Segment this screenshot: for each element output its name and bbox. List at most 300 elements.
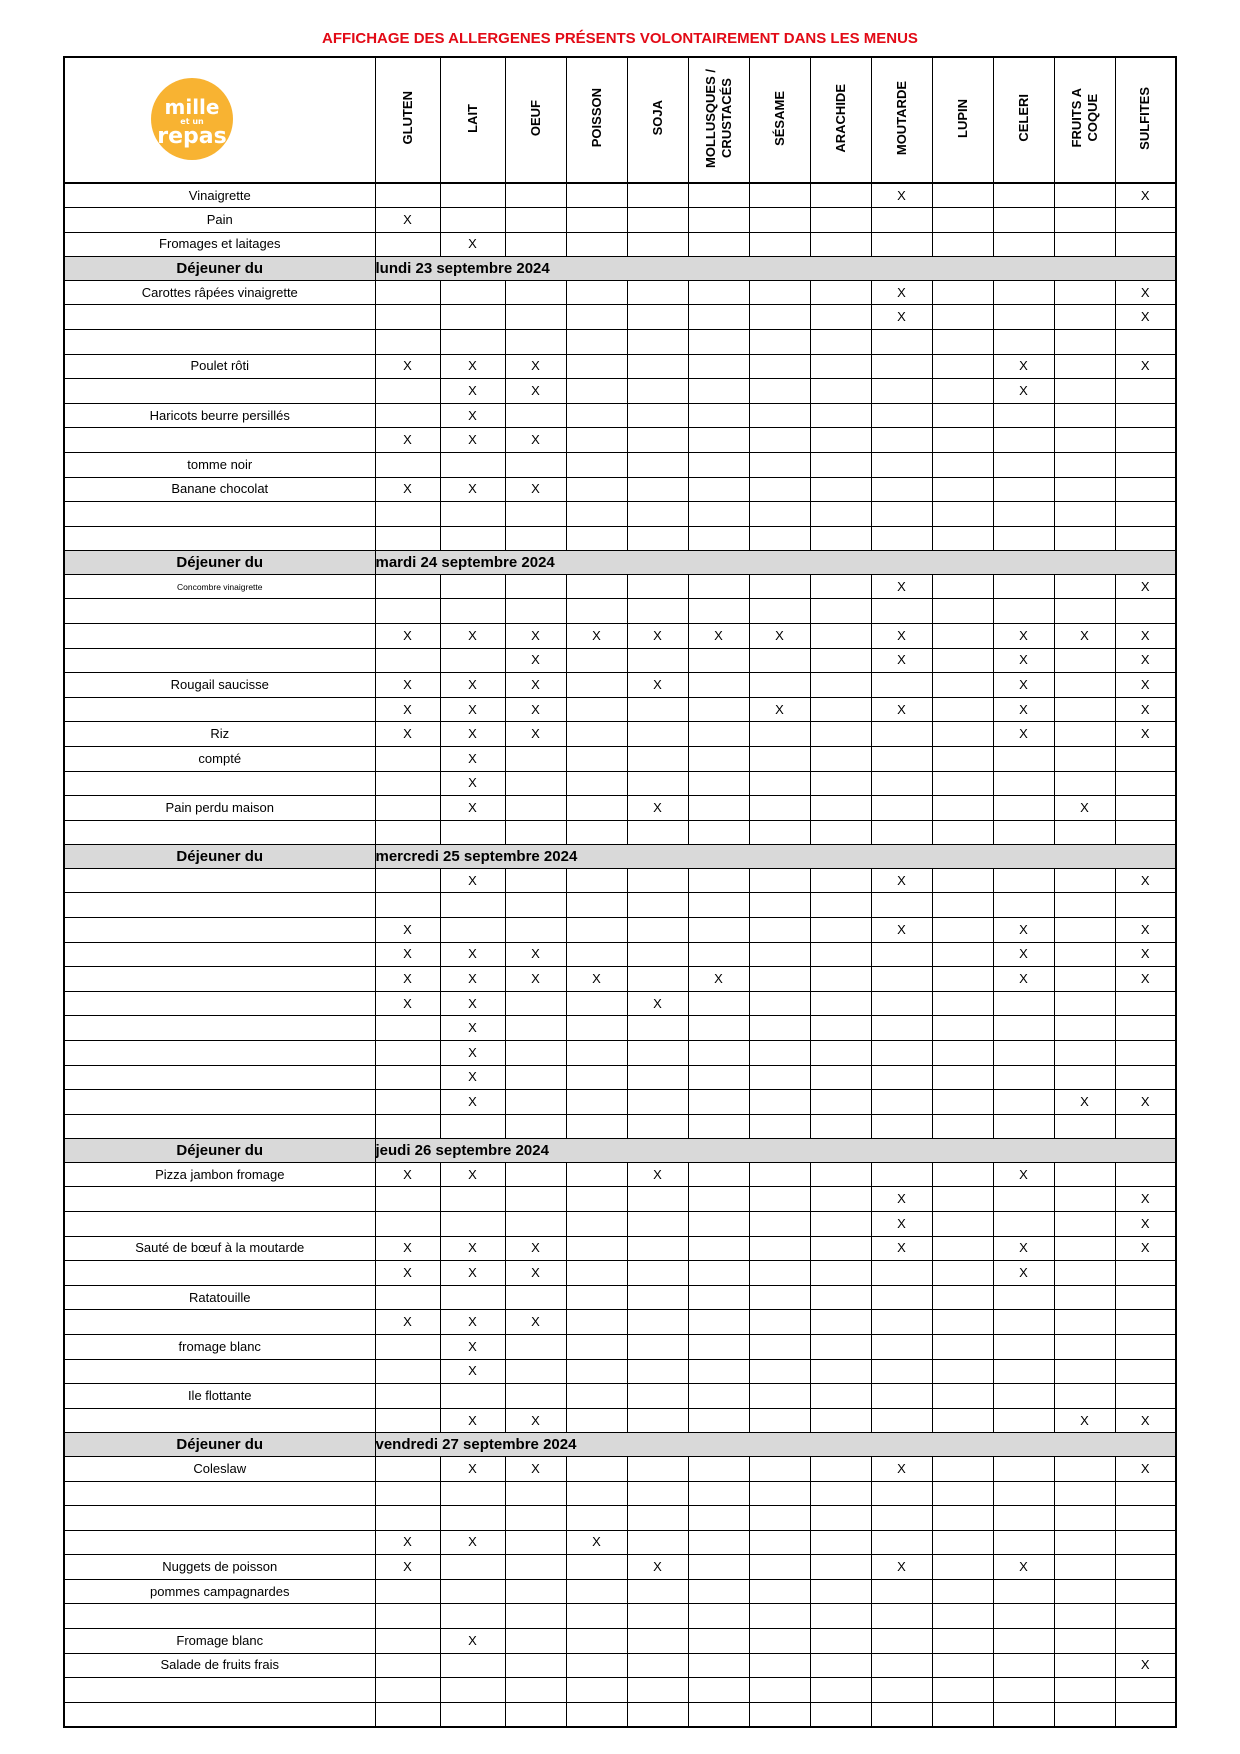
allergen-mark-lait <box>440 1114 505 1139</box>
menu-row <box>64 526 1176 551</box>
allergen-mark-poisson <box>566 1579 627 1604</box>
allergen-mark-mollusques-crustaces <box>688 1629 749 1654</box>
allergen-mark-mollusques-crustaces <box>688 648 749 673</box>
allergen-header-text <box>465 104 481 133</box>
allergen-mark-lupin <box>932 428 993 453</box>
allergen-mark-lait <box>440 305 505 330</box>
allergen-header-gluten <box>375 57 440 183</box>
allergen-mark-sesame <box>749 771 810 796</box>
allergen-mark-arachide <box>810 1530 871 1555</box>
allergen-mark-sulfites <box>1115 1702 1176 1727</box>
allergen-mark-celeri: X <box>993 1236 1054 1261</box>
allergen-mark-arachide <box>810 599 871 624</box>
allergen-mark-fruits-a-coque: X <box>1054 624 1115 649</box>
menu-item-label <box>64 1016 375 1041</box>
allergen-mark-gluten <box>375 1408 440 1433</box>
allergen-mark-lait: X <box>440 403 505 428</box>
allergen-mark-soja <box>627 1065 688 1090</box>
allergen-mark-lupin <box>932 1530 993 1555</box>
allergen-mark-lait <box>440 918 505 943</box>
allergen-header-line: CELERI <box>1015 94 1031 142</box>
allergen-mark-fruits-a-coque <box>1054 991 1115 1016</box>
allergen-mark-gluten <box>375 183 440 208</box>
allergen-mark-sulfites <box>1115 991 1176 1016</box>
allergen-mark-poisson <box>566 477 627 502</box>
allergen-mark-sulfites <box>1115 1506 1176 1531</box>
allergen-mark-mollusques-crustaces <box>688 746 749 771</box>
allergen-mark-sesame <box>749 673 810 698</box>
allergen-mark-gluten: X <box>375 208 440 233</box>
allergen-mark-soja <box>627 942 688 967</box>
allergen-mark-sulfites: X <box>1115 1212 1176 1237</box>
allergen-mark-sulfites <box>1115 1481 1176 1506</box>
allergen-mark-moutarde <box>871 1041 932 1066</box>
allergen-mark-lait <box>440 329 505 354</box>
allergen-mark-mollusques-crustaces <box>688 1481 749 1506</box>
allergen-mark-sulfites: X <box>1115 1653 1176 1678</box>
menu-item-label: Poulet rôti <box>64 354 375 379</box>
allergen-mark-gluten: X <box>375 673 440 698</box>
allergen-mark-lait: X <box>440 746 505 771</box>
allergen-mark-sesame <box>749 208 810 233</box>
allergen-mark-fruits-a-coque <box>1054 1530 1115 1555</box>
allergen-mark-oeuf <box>505 1384 566 1409</box>
allergen-mark-lupin <box>932 1335 993 1360</box>
allergen-mark-mollusques-crustaces <box>688 1261 749 1286</box>
allergen-mark-moutarde <box>871 1114 932 1139</box>
menu-item-label <box>64 379 375 404</box>
allergen-mark-moutarde <box>871 991 932 1016</box>
allergen-mark-sulfites: X <box>1115 697 1176 722</box>
menu-item-label: Salade de fruits frais <box>64 1653 375 1678</box>
allergen-mark-fruits-a-coque <box>1054 574 1115 599</box>
allergen-mark-soja <box>627 428 688 453</box>
menu-item-label: Pain <box>64 208 375 233</box>
menu-row <box>64 354 1176 379</box>
allergen-mark-soja <box>627 379 688 404</box>
menu-item-label: Pizza jambon fromage <box>64 1162 375 1187</box>
allergen-mark-lupin <box>932 1162 993 1187</box>
allergen-mark-sesame <box>749 918 810 943</box>
allergen-mark-soja <box>627 305 688 330</box>
day-heading: Déjeuner du <box>64 1139 375 1163</box>
menu-row <box>64 1114 1176 1139</box>
allergen-mark-lupin <box>932 1261 993 1286</box>
day-date: lundi 23 septembre 2024 <box>375 257 1176 281</box>
allergen-mark-mollusques-crustaces <box>688 796 749 821</box>
allergen-header-line: ARACHIDE <box>832 83 848 153</box>
allergen-mark-poisson <box>566 502 627 527</box>
allergen-mark-sesame <box>749 232 810 257</box>
allergen-mark-moutarde <box>871 1162 932 1187</box>
allergen-mark-moutarde <box>871 820 932 845</box>
allergen-mark-fruits-a-coque <box>1054 722 1115 747</box>
allergen-mark-sulfites <box>1115 771 1176 796</box>
allergen-mark-sulfites: X <box>1115 183 1176 208</box>
allergen-mark-mollusques-crustaces <box>688 329 749 354</box>
allergen-mark-soja <box>627 574 688 599</box>
allergen-mark-fruits-a-coque <box>1054 1041 1115 1066</box>
allergen-mark-fruits-a-coque <box>1054 1114 1115 1139</box>
allergen-mark-fruits-a-coque <box>1054 1236 1115 1261</box>
allergen-mark-moutarde <box>871 673 932 698</box>
allergen-mark-lupin <box>932 232 993 257</box>
allergen-mark-soja <box>627 599 688 624</box>
allergen-mark-oeuf <box>505 771 566 796</box>
allergen-mark-lupin <box>932 1678 993 1703</box>
allergen-mark-poisson <box>566 820 627 845</box>
allergen-header-line: OEUF <box>527 99 543 137</box>
allergen-mark-lait <box>440 574 505 599</box>
allergen-mark-moutarde <box>871 1506 932 1531</box>
allergen-mark-lupin <box>932 942 993 967</box>
allergen-mark-sulfites: X <box>1115 1456 1176 1481</box>
allergen-mark-lupin <box>932 868 993 893</box>
allergen-mark-fruits-a-coque <box>1054 673 1115 698</box>
allergen-mark-moutarde: X <box>871 1555 932 1580</box>
allergen-mark-mollusques-crustaces <box>688 991 749 1016</box>
allergen-mark-sulfites <box>1115 1384 1176 1409</box>
allergen-mark-oeuf: X <box>505 428 566 453</box>
allergen-mark-mollusques-crustaces: X <box>688 967 749 992</box>
allergen-mark-arachide <box>810 1285 871 1310</box>
menu-item-label: Concombre vinaigrette <box>64 574 375 599</box>
allergen-mark-poisson <box>566 1285 627 1310</box>
allergen-mark-sesame <box>749 1408 810 1433</box>
allergen-mark-sesame <box>749 1604 810 1629</box>
allergen-mark-fruits-a-coque <box>1054 1187 1115 1212</box>
day-header-row <box>64 1433 1176 1457</box>
day-heading: Déjeuner du <box>64 551 375 575</box>
allergen-mark-soja <box>627 918 688 943</box>
allergen-mark-celeri: X <box>993 1555 1054 1580</box>
allergen-mark-arachide <box>810 183 871 208</box>
allergen-mark-gluten <box>375 1604 440 1629</box>
allergen-mark-arachide <box>810 918 871 943</box>
allergen-mark-mollusques-crustaces <box>688 673 749 698</box>
menu-item-label <box>64 967 375 992</box>
allergen-mark-soja <box>627 697 688 722</box>
allergen-mark-sesame <box>749 1016 810 1041</box>
allergen-mark-oeuf <box>505 329 566 354</box>
allergen-mark-soja <box>627 1702 688 1727</box>
allergen-mark-mollusques-crustaces <box>688 305 749 330</box>
allergen-mark-sesame <box>749 796 810 821</box>
allergen-mark-arachide <box>810 796 871 821</box>
allergen-mark-soja <box>627 1506 688 1531</box>
allergen-mark-soja <box>627 1530 688 1555</box>
allergen-mark-moutarde <box>871 1653 932 1678</box>
allergen-mark-sulfites <box>1115 796 1176 821</box>
allergen-mark-moutarde <box>871 771 932 796</box>
allergen-mark-gluten <box>375 305 440 330</box>
allergen-mark-oeuf: X <box>505 673 566 698</box>
allergen-mark-celeri: X <box>993 1162 1054 1187</box>
allergen-mark-oeuf <box>505 796 566 821</box>
allergen-mark-gluten <box>375 329 440 354</box>
allergen-mark-poisson <box>566 771 627 796</box>
allergen-mark-sesame <box>749 1114 810 1139</box>
allergen-mark-celeri <box>993 1310 1054 1335</box>
allergen-mark-mollusques-crustaces <box>688 599 749 624</box>
allergen-mark-soja <box>627 1016 688 1041</box>
allergen-mark-fruits-a-coque <box>1054 1481 1115 1506</box>
allergen-mark-lupin <box>932 1555 993 1580</box>
allergen-mark-sesame <box>749 868 810 893</box>
allergen-mark-soja <box>627 280 688 305</box>
allergen-mark-fruits-a-coque <box>1054 942 1115 967</box>
allergen-mark-mollusques-crustaces <box>688 1359 749 1384</box>
allergen-mark-moutarde <box>871 428 932 453</box>
allergen-mark-fruits-a-coque <box>1054 1678 1115 1703</box>
allergen-mark-moutarde <box>871 502 932 527</box>
menu-row <box>64 1236 1176 1261</box>
menu-row <box>64 1065 1176 1090</box>
allergen-mark-arachide <box>810 893 871 918</box>
allergen-mark-moutarde <box>871 1604 932 1629</box>
allergen-mark-celeri <box>993 599 1054 624</box>
allergen-mark-poisson <box>566 379 627 404</box>
allergen-mark-oeuf <box>505 1604 566 1629</box>
menu-row <box>64 967 1176 992</box>
allergen-mark-poisson <box>566 1555 627 1580</box>
allergen-mark-moutarde <box>871 1678 932 1703</box>
allergen-mark-sesame <box>749 1653 810 1678</box>
allergen-mark-arachide <box>810 991 871 1016</box>
allergen-mark-moutarde <box>871 967 932 992</box>
allergen-mark-lait <box>440 1653 505 1678</box>
allergen-mark-lupin <box>932 746 993 771</box>
allergen-mark-poisson: X <box>566 624 627 649</box>
menu-row <box>64 1041 1176 1066</box>
allergen-mark-celeri: X <box>993 722 1054 747</box>
allergen-mark-moutarde <box>871 1408 932 1433</box>
menu-item-label <box>64 428 375 453</box>
allergen-mark-celeri <box>993 1481 1054 1506</box>
allergen-mark-lait: X <box>440 1530 505 1555</box>
allergen-mark-celeri <box>993 820 1054 845</box>
allergen-mark-mollusques-crustaces <box>688 208 749 233</box>
allergen-mark-sulfites <box>1115 1310 1176 1335</box>
allergen-mark-celeri: X <box>993 918 1054 943</box>
allergen-mark-arachide <box>810 868 871 893</box>
allergen-mark-celeri <box>993 502 1054 527</box>
menu-row <box>64 771 1176 796</box>
allergen-mark-fruits-a-coque <box>1054 232 1115 257</box>
allergen-mark-oeuf: X <box>505 477 566 502</box>
allergen-mark-celeri <box>993 208 1054 233</box>
allergen-mark-poisson <box>566 208 627 233</box>
allergen-mark-fruits-a-coque <box>1054 1702 1115 1727</box>
allergen-mark-gluten <box>375 1506 440 1531</box>
allergen-mark-arachide <box>810 942 871 967</box>
allergen-mark-gluten: X <box>375 354 440 379</box>
allergen-mark-oeuf <box>505 1041 566 1066</box>
allergen-mark-arachide <box>810 746 871 771</box>
allergen-mark-gluten <box>375 1481 440 1506</box>
allergen-mark-oeuf <box>505 599 566 624</box>
menu-row <box>64 893 1176 918</box>
allergen-mark-celeri: X <box>993 673 1054 698</box>
allergen-mark-oeuf <box>505 868 566 893</box>
menu-item-label <box>64 1212 375 1237</box>
allergen-mark-poisson <box>566 722 627 747</box>
allergen-mark-mollusques-crustaces <box>688 379 749 404</box>
allergen-mark-sulfites <box>1115 1579 1176 1604</box>
allergen-mark-sesame <box>749 1065 810 1090</box>
allergen-mark-gluten <box>375 1456 440 1481</box>
allergen-mark-mollusques-crustaces <box>688 428 749 453</box>
allergen-mark-poisson <box>566 1310 627 1335</box>
allergen-mark-poisson <box>566 232 627 257</box>
allergen-mark-celeri <box>993 1335 1054 1360</box>
allergen-mark-mollusques-crustaces <box>688 697 749 722</box>
allergen-mark-soja <box>627 354 688 379</box>
allergen-mark-sesame <box>749 452 810 477</box>
menu-item-label <box>64 991 375 1016</box>
allergen-mark-poisson <box>566 697 627 722</box>
allergen-mark-sesame <box>749 354 810 379</box>
allergen-mark-poisson <box>566 868 627 893</box>
allergen-mark-soja <box>627 1653 688 1678</box>
menu-row <box>64 1506 1176 1531</box>
allergen-mark-lait: X <box>440 1041 505 1066</box>
logo-text-top: mille <box>164 95 220 119</box>
allergen-mark-celeri: X <box>993 942 1054 967</box>
allergen-mark-moutarde <box>871 599 932 624</box>
allergen-mark-gluten <box>375 403 440 428</box>
allergen-mark-soja <box>627 1579 688 1604</box>
allergen-mark-celeri <box>993 1114 1054 1139</box>
allergen-mark-arachide <box>810 673 871 698</box>
allergen-mark-poisson <box>566 1090 627 1115</box>
allergen-mark-oeuf <box>505 1335 566 1360</box>
allergen-mark-gluten <box>375 1702 440 1727</box>
menu-item-label <box>64 599 375 624</box>
day-header-row <box>64 257 1176 281</box>
allergen-mark-lait <box>440 1555 505 1580</box>
allergen-mark-arachide <box>810 820 871 845</box>
allergen-mark-mollusques-crustaces <box>688 1041 749 1066</box>
allergen-header-oeuf <box>505 57 566 183</box>
allergen-mark-arachide <box>810 1114 871 1139</box>
menu-row <box>64 1187 1176 1212</box>
menu-item-label <box>64 1702 375 1727</box>
menu-item-label <box>64 1359 375 1384</box>
allergen-mark-moutarde: X <box>871 918 932 943</box>
allergen-mark-fruits-a-coque <box>1054 599 1115 624</box>
menu-item-label <box>64 502 375 527</box>
allergen-mark-lupin <box>932 1041 993 1066</box>
allergen-mark-fruits-a-coque: X <box>1054 796 1115 821</box>
allergen-mark-celeri <box>993 746 1054 771</box>
allergen-mark-sesame <box>749 526 810 551</box>
page-title: AFFICHAGE DES ALLERGENES PRÉSENTS VOLONTAIREMENT DANS LES MENUS <box>322 30 918 47</box>
allergen-mark-oeuf <box>505 1016 566 1041</box>
allergen-mark-soja: X <box>627 673 688 698</box>
allergen-mark-gluten <box>375 1065 440 1090</box>
allergen-mark-fruits-a-coque <box>1054 1555 1115 1580</box>
allergen-mark-moutarde: X <box>871 305 932 330</box>
allergen-mark-oeuf <box>505 746 566 771</box>
menu-row <box>64 428 1176 453</box>
menu-item-label <box>64 942 375 967</box>
allergen-header-line: GLUTEN <box>399 91 415 145</box>
allergen-mark-sulfites <box>1115 1678 1176 1703</box>
allergen-mark-soja <box>627 771 688 796</box>
allergen-mark-oeuf <box>505 1065 566 1090</box>
menu-row <box>64 673 1176 698</box>
allergen-mark-arachide <box>810 1555 871 1580</box>
allergen-mark-sesame <box>749 1261 810 1286</box>
allergen-mark-gluten <box>375 893 440 918</box>
allergen-mark-lait <box>440 1506 505 1531</box>
allergen-mark-soja <box>627 1678 688 1703</box>
menu-item-label <box>64 1187 375 1212</box>
allergen-mark-moutarde <box>871 452 932 477</box>
allergen-mark-fruits-a-coque <box>1054 697 1115 722</box>
allergen-mark-sulfites: X <box>1115 918 1176 943</box>
allergen-mark-mollusques-crustaces <box>688 1065 749 1090</box>
menu-row <box>64 1212 1176 1237</box>
allergen-mark-arachide <box>810 379 871 404</box>
allergen-mark-arachide <box>810 1481 871 1506</box>
allergen-mark-poisson <box>566 403 627 428</box>
allergen-mark-mollusques-crustaces <box>688 1310 749 1335</box>
allergen-mark-mollusques-crustaces <box>688 722 749 747</box>
allergen-mark-oeuf: X <box>505 624 566 649</box>
allergen-mark-oeuf: X <box>505 354 566 379</box>
allergen-mark-mollusques-crustaces <box>688 232 749 257</box>
allergen-mark-sulfites <box>1115 1555 1176 1580</box>
allergen-mark-celeri <box>993 1604 1054 1629</box>
allergen-mark-sesame <box>749 1384 810 1409</box>
allergen-mark-moutarde <box>871 1016 932 1041</box>
allergen-mark-moutarde <box>871 1285 932 1310</box>
allergen-mark-poisson <box>566 991 627 1016</box>
allergen-mark-lupin <box>932 648 993 673</box>
allergen-mark-arachide <box>810 1678 871 1703</box>
allergen-mark-fruits-a-coque <box>1054 1261 1115 1286</box>
allergen-mark-gluten <box>375 1187 440 1212</box>
allergen-mark-lait <box>440 208 505 233</box>
allergen-mark-mollusques-crustaces <box>688 1408 749 1433</box>
allergen-mark-gluten <box>375 1016 440 1041</box>
allergen-mark-soja <box>627 1456 688 1481</box>
allergen-mark-poisson <box>566 1261 627 1286</box>
allergen-mark-lait: X <box>440 1456 505 1481</box>
allergen-mark-lupin <box>932 477 993 502</box>
allergen-mark-mollusques-crustaces <box>688 183 749 208</box>
allergen-mark-poisson <box>566 746 627 771</box>
allergen-header-text <box>400 91 416 144</box>
allergen-mark-gluten: X <box>375 477 440 502</box>
allergen-header-text <box>703 69 735 168</box>
allergen-mark-fruits-a-coque <box>1054 354 1115 379</box>
allergen-mark-fruits-a-coque <box>1054 379 1115 404</box>
menu-row <box>64 574 1176 599</box>
allergen-mark-poisson <box>566 1187 627 1212</box>
allergen-mark-oeuf: X <box>505 648 566 673</box>
allergen-mark-fruits-a-coque <box>1054 1065 1115 1090</box>
allergen-mark-gluten: X <box>375 1530 440 1555</box>
allergen-mark-mollusques-crustaces: X <box>688 624 749 649</box>
menu-row <box>64 1090 1176 1115</box>
allergen-mark-oeuf <box>505 452 566 477</box>
allergen-mark-fruits-a-coque <box>1054 1335 1115 1360</box>
menu-row <box>64 1285 1176 1310</box>
allergen-mark-moutarde <box>871 722 932 747</box>
